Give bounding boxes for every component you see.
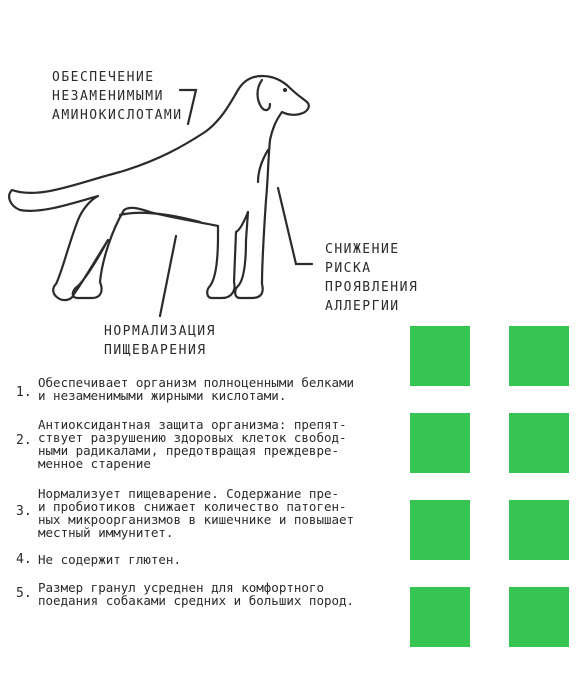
green-square	[410, 500, 470, 560]
benefit-line: поедания собаками средних и больших пород.	[38, 593, 355, 608]
label-amino-line-1: ОБЕСПЕЧЕНИЕ	[52, 70, 155, 85]
benefit-line: и незаменимыми жирными кислотами.	[38, 388, 287, 403]
dog-neck-line	[258, 150, 268, 182]
benefit-text	[38, 418, 416, 470]
benefit-line: Обеспечивает организм полноценными белками	[38, 375, 355, 390]
label-digestion-line-1: НОРМАЛИЗАЦИЯ	[104, 324, 216, 339]
benefit-number: 1.	[16, 385, 32, 400]
benefit-line: и пробиотиков снижает количество патоген-	[38, 499, 347, 514]
label-allergy-line-1: СНИЖЕНИЕ	[325, 242, 400, 257]
benefit-line: Антиоксидантная защита организма: препят-	[38, 417, 347, 432]
green-square	[410, 587, 470, 647]
label-digestion	[104, 322, 216, 360]
benefit-text	[38, 487, 416, 539]
benefit-line: местный иммунитет.	[38, 525, 174, 540]
green-square	[410, 326, 470, 386]
label-amino-line-2: НЕЗАМЕНИМЫМИ	[52, 89, 164, 104]
benefit-line: ными радикалами, предотвращая преждевре-	[38, 443, 340, 458]
benefit-number: 5.	[16, 586, 32, 601]
benefit-text	[38, 553, 416, 566]
pointer-allergy	[278, 188, 312, 264]
benefit-number: 4.	[16, 552, 32, 567]
dog-eye	[283, 88, 287, 92]
dog-outline-illustration	[0, 0, 582, 330]
label-allergy	[325, 240, 418, 316]
label-allergy-line-3: ПРОЯВЛЕНИЯ	[325, 280, 419, 295]
green-square	[410, 413, 470, 473]
benefit-line: ных микроорганизмов в кишечнике и повышает	[38, 512, 355, 527]
benefit-line: Не содержит глютен.	[38, 552, 181, 567]
green-square	[509, 413, 569, 473]
benefit-line: Нормализует пищеварение. Содержание пре-	[38, 486, 340, 501]
benefit-text	[38, 581, 416, 607]
benefit-number: 3.	[16, 504, 32, 519]
label-digestion-line-2: ПИЩЕВАРЕНИЯ	[104, 343, 207, 358]
green-square	[509, 500, 569, 560]
pointer-digestion	[160, 236, 176, 316]
green-square	[509, 326, 569, 386]
dog-ear-line	[258, 80, 271, 110]
green-square	[509, 587, 569, 647]
benefit-line: ствует разрушению здоровых клеток свобод-	[38, 430, 347, 445]
benefit-text	[38, 376, 416, 402]
label-allergy-line-2: РИСКА	[325, 261, 372, 276]
benefit-number: 2.	[16, 433, 32, 448]
label-amino-line-3: АМИНОКИСЛОТАМИ	[52, 108, 183, 123]
benefit-line: менное старение	[38, 456, 151, 471]
label-allergy-line-4: АЛЛЕРГИИ	[325, 299, 400, 314]
label-amino-acids	[52, 68, 183, 125]
benefit-line: Размер гранул усреднен для комфортного	[38, 580, 324, 595]
